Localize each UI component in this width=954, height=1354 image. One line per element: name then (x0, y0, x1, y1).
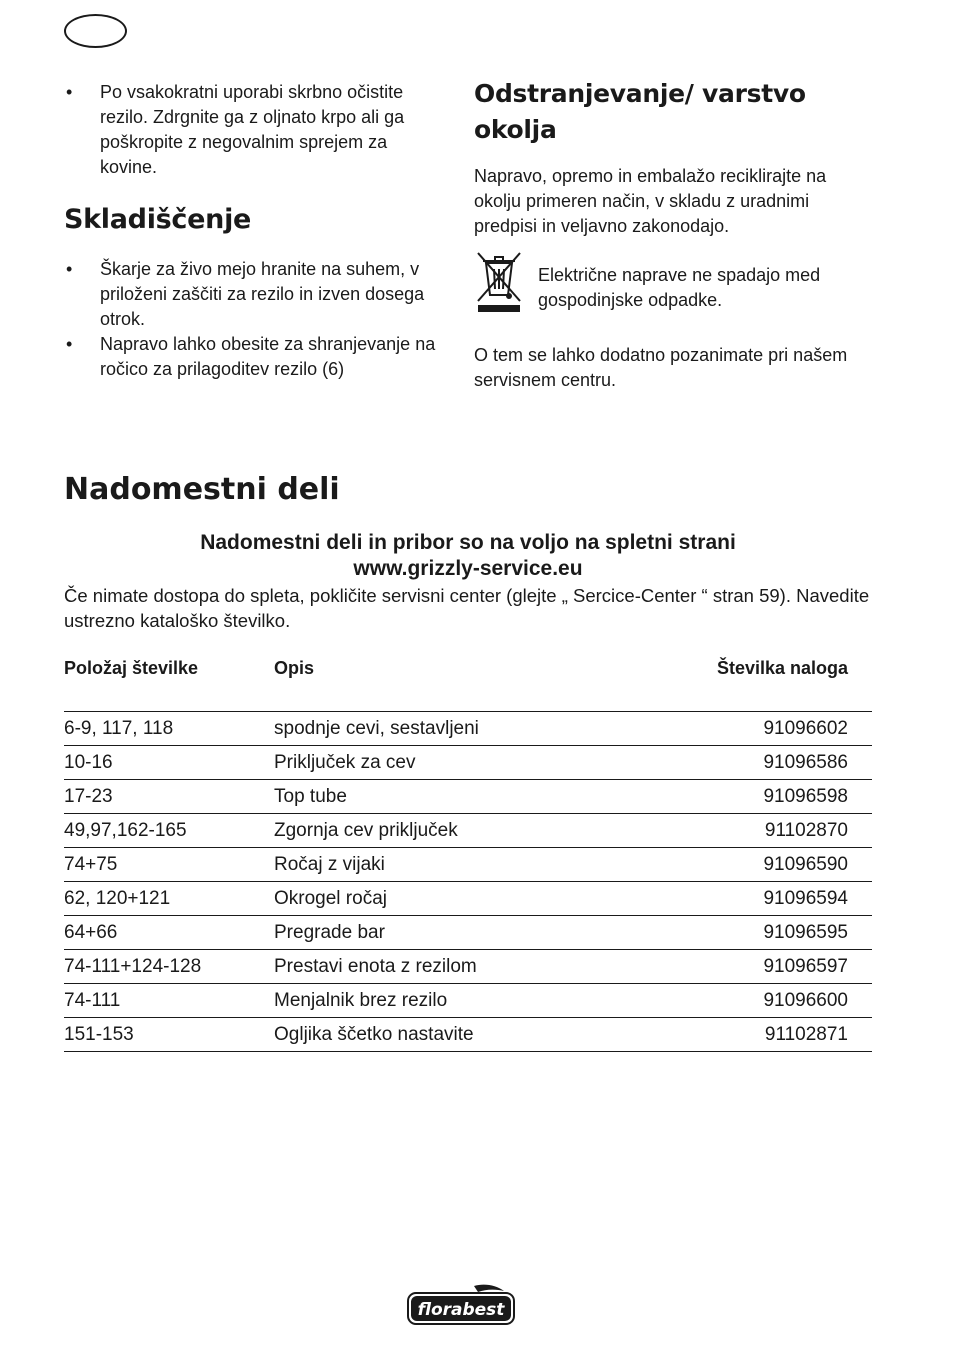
cell-description: Priključek za cev (274, 752, 416, 773)
table-header (64, 658, 872, 684)
cell-description: Okrogel ročaj (274, 888, 387, 909)
cell-description: spodnje cevi, sestavljeni (274, 718, 479, 739)
cell-order-number: 91096600 (763, 990, 848, 1011)
spare-parts-table (64, 711, 872, 1052)
cell-position: 17-23 (64, 786, 113, 807)
table-row (64, 983, 872, 1017)
disposal-intro: Napravo, opremo in embalažo reciklirajte na okolju primeren način, v skladu z uradnimi predpisi in veljavno zakonodajo. (474, 166, 827, 236)
storage-list (64, 257, 444, 382)
disposal-heading: Odstranjevanje/ varstvo okolja (474, 79, 806, 144)
cell-order-number: 91096598 (763, 786, 848, 807)
cell-description: Top tube (274, 786, 347, 807)
table-row (64, 711, 872, 745)
cell-position: 74-111 (64, 990, 121, 1011)
cell-position: 6-9, 117, 118 (64, 718, 174, 739)
table-row (64, 847, 872, 881)
cleaning-list (64, 80, 444, 180)
table-row (64, 915, 872, 949)
header-order-number: Številka naloga (716, 658, 848, 678)
cell-position: 74+75 (64, 854, 118, 875)
right-column (474, 76, 874, 393)
cell-description: Ogljika ščetko nastavite (274, 1024, 474, 1045)
cell-order-number: 91096594 (763, 888, 848, 909)
header-description: Opis (274, 658, 315, 678)
language-badge (64, 14, 127, 48)
svg-text:florabest: florabest (417, 1300, 505, 1320)
spare-parts-subtitle (64, 530, 872, 582)
service-text: O tem se lahko dodatno pozanimate pri našem servisnem centru. (474, 345, 848, 390)
cell-description: Ročaj z vijaki (274, 854, 385, 875)
list-item: • Škarje za živo mejo hranite na suhem, v priloženi zaščiti za rezilo in izven dosega otrok. (64, 257, 444, 332)
service-url[interactable]: www.grizzly-service.eu (353, 557, 583, 580)
subtitle-line: Nadomestni deli in pribor so na voljo na spletni strani (200, 531, 736, 554)
cell-description: Menjalnik brez rezilo (274, 990, 448, 1011)
cell-position: 64+66 (64, 922, 118, 943)
cell-order-number: 91096595 (763, 922, 848, 943)
spare-parts-note: Če nimate dostopa do spleta, pokličite servisni center (glejte „ Sercice-Center “ stran 59). Navedite ustrezno kataloško številko. (64, 585, 870, 631)
table-row (64, 779, 872, 813)
cell-order-number: 91096602 (763, 718, 848, 739)
table-row (64, 813, 872, 847)
table-row (64, 949, 872, 983)
table-row (64, 745, 872, 779)
cell-description: Prestavi enota z rezilom (274, 956, 477, 977)
florabest-logo (406, 1283, 516, 1327)
cell-order-number: 91096586 (763, 752, 848, 773)
cell-position: 10-16 (64, 752, 113, 773)
cell-position: 151-153 (64, 1024, 134, 1045)
weee-text: Električne naprave ne spadajo med gospodinjske odpadke. (538, 265, 821, 310)
table-row (64, 881, 872, 915)
cell-position: 62, 120+121 (64, 888, 171, 909)
spare-parts-title: Nadomestni deli (64, 472, 340, 507)
cell-description: Zgornja cev priključek (274, 820, 458, 841)
header-position: Položaj številke (64, 658, 199, 678)
storage-heading: Skladiščenje (64, 204, 252, 235)
cell-position: 74-111+124-128 (64, 956, 202, 977)
weee-notice (474, 249, 874, 315)
list-item: • Po vsakokratni uporabi skrbno očistite rezilo. Zdrgnite ga z oljnato krpo ali ga poškropite z negovalnim sprejem za kovine. (64, 80, 444, 180)
cell-position: 49,97,162-165 (64, 820, 187, 841)
list-item: • Napravo lahko obesite za shranjevanje na ročico za prilagoditev rezilo (6) (64, 332, 444, 382)
cell-order-number: 91096590 (763, 854, 848, 875)
left-column (64, 80, 444, 382)
crossed-out-wheelie-bin-icon (474, 249, 526, 315)
table-row (64, 1017, 872, 1052)
cell-description: Pregrade bar (274, 922, 385, 943)
cell-order-number: 91102871 (764, 1024, 848, 1045)
cell-order-number: 91102870 (764, 820, 848, 841)
cell-order-number: 91096597 (763, 956, 848, 977)
